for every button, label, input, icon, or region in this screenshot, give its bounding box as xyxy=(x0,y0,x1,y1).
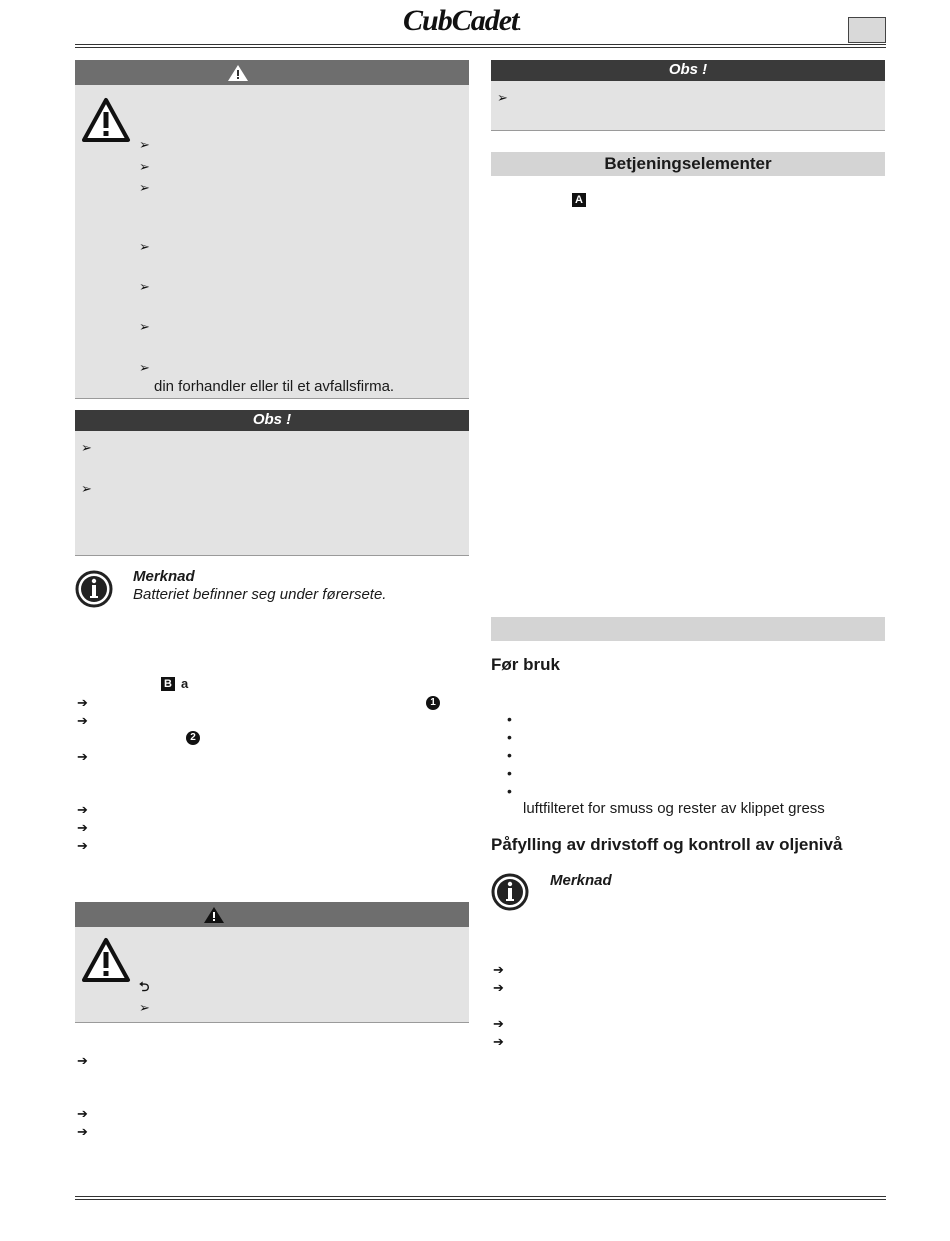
section-bar-empty xyxy=(491,617,885,641)
step-arrow-icon: ➔ xyxy=(493,1016,504,1031)
footer-rule-bottom xyxy=(75,1199,886,1200)
warning-large-icon xyxy=(81,937,131,983)
step-arrow-icon: ➔ xyxy=(77,820,88,835)
list-arrow-icon: ➢ xyxy=(139,279,150,294)
brand-logo xyxy=(403,4,520,38)
bullet: • xyxy=(507,729,512,745)
info-icon xyxy=(491,873,529,911)
warning-large-icon xyxy=(81,97,131,143)
warning-triangle-icon xyxy=(227,64,249,82)
language-box xyxy=(848,17,886,43)
warning-bar-2 xyxy=(75,902,469,927)
step-arrow-icon: ➔ xyxy=(77,838,88,853)
step-arrow-icon: ➔ xyxy=(493,962,504,977)
note-title-right: Merknad xyxy=(550,872,612,889)
step-arrow-icon: ➔ xyxy=(77,713,88,728)
header-rule-bottom xyxy=(75,47,886,48)
info-icon xyxy=(75,570,113,608)
warning-bar xyxy=(75,60,469,85)
bullet: • xyxy=(507,711,512,727)
header-rule-top xyxy=(75,44,886,45)
list-arrow-icon: ➢ xyxy=(139,137,150,152)
step-arrow-icon: ➔ xyxy=(77,802,88,817)
bullet: • xyxy=(507,765,512,781)
figure-badge-b-suffix: a xyxy=(181,676,189,691)
list-arrow-icon: ➢ xyxy=(81,481,92,496)
bullet-last-text: luftfilteret for smuss og rester av klippet gress xyxy=(523,800,825,817)
list-arrow-icon: ➢ xyxy=(139,180,150,195)
section-title-controls: Betjeningselementer xyxy=(491,152,885,176)
note-text: Batteriet befinner seg under førersete. xyxy=(133,586,387,603)
figure-badge-a: A xyxy=(572,193,586,207)
warning-panel-2 xyxy=(75,927,469,1023)
list-arrow-icon: ➢ xyxy=(81,440,92,455)
warning-last-text: din forhandler eller til et avfallsfirma. xyxy=(154,378,395,395)
footer-rule-top xyxy=(75,1196,886,1197)
obs-panel-left xyxy=(75,431,469,556)
bullet: • xyxy=(507,783,512,799)
obs-bar-right: Obs ! xyxy=(491,60,885,81)
step-arrow-icon: ➔ xyxy=(77,1124,88,1139)
heading-before-use: Før bruk xyxy=(491,655,560,674)
list-arrow-icon: ➢ xyxy=(139,319,150,334)
list-arrow-icon: ➢ xyxy=(139,239,150,254)
number-badge-2: 2 xyxy=(186,731,200,745)
list-arrow-icon: ➢ xyxy=(139,360,150,375)
number-badge-1: 1 xyxy=(426,696,440,710)
list-arrow-icon: ➢ xyxy=(139,1000,150,1015)
obs-bar-left: Obs ! xyxy=(75,410,469,431)
warning-panel xyxy=(75,85,469,399)
bullet: • xyxy=(507,747,512,763)
redo-arrow-icon: ⮌ xyxy=(139,979,150,994)
logo-dot: . xyxy=(518,19,521,33)
step-arrow-icon: ➔ xyxy=(77,1053,88,1068)
obs-panel-right xyxy=(491,81,885,131)
step-arrow-icon: ➔ xyxy=(493,980,504,995)
heading-fuel-oil: Påfylling av drivstoff og kontroll av oljenivå xyxy=(491,835,843,854)
logo-text: CubCadet xyxy=(403,4,519,37)
figure-badge-b: B xyxy=(161,677,175,691)
step-arrow-icon: ➔ xyxy=(77,749,88,764)
note-title: Merknad xyxy=(133,568,195,585)
list-arrow-icon: ➢ xyxy=(139,159,150,174)
step-arrow-icon: ➔ xyxy=(77,695,88,710)
step-arrow-icon: ➔ xyxy=(493,1034,504,1049)
list-arrow-icon: ➢ xyxy=(497,90,508,105)
warning-triangle-icon xyxy=(203,906,225,924)
step-arrow-icon: ➔ xyxy=(77,1106,88,1121)
